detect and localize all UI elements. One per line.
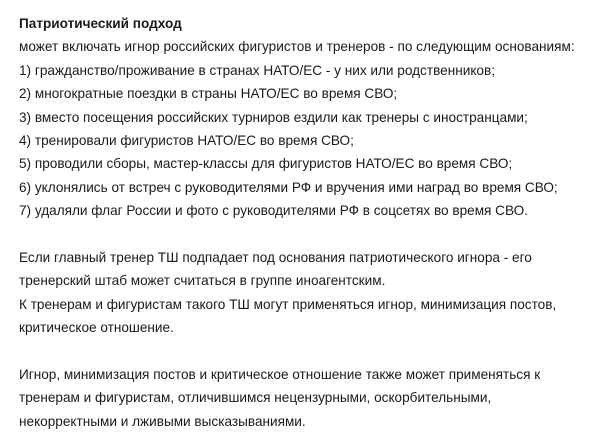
list-item: 5) проводили сборы, мастер-классы для фигуристов НАТО/ЕС во время СВО; [19,156,513,172]
paragraph3-line: тренерам и фигуристам, отличившимся нецензурными, оскорбительными, [19,390,492,406]
list-item: 6) уклонялись от встреч с руководителями РФ и вручения ими наград во время СВО; [19,179,558,195]
list-item: 2) многократные поездки в страны НАТО/ЕС во время СВО; [19,86,398,102]
list-item: 7) удаляли флаг России и фото с руководителями РФ в соцсетях во время СВО. [19,203,528,219]
paragraph-gap [19,340,603,363]
paragraph2-line: критическое отношение. [19,320,174,336]
paragraph3-line: некорректными и лживыми высказываниями. [19,413,306,429]
paragraph-gap [19,223,603,246]
paragraph3-line: Игнор, минимизация постов и критическое отношение также может применяться к [19,367,541,383]
list-item: 3) вместо посещения российских турниров ездили как тренеры с иностранцами; [19,109,528,125]
list-item: 1) гражданство/проживание в странах НАТО/ЕС - у них или родственников; [19,62,495,78]
paragraph2-line: К тренерам и фигуристам такого ТШ могут применяться игнор, минимизация постов, [19,296,557,312]
message-title: Патриотический подход [19,16,182,31]
list-item: 4) тренировали фигуристов НАТО/ЕС во время СВО; [19,133,354,149]
paragraph2-line: тренерский штаб может считаться в группе иноагентским. [19,273,386,289]
intro-line: может включать игнор российских фигуристов и тренеров - по следующим основаниям: [19,39,575,55]
paragraph2-line: Если главный тренер ТШ подпадает под основания патриотического игнора - его [19,250,532,266]
